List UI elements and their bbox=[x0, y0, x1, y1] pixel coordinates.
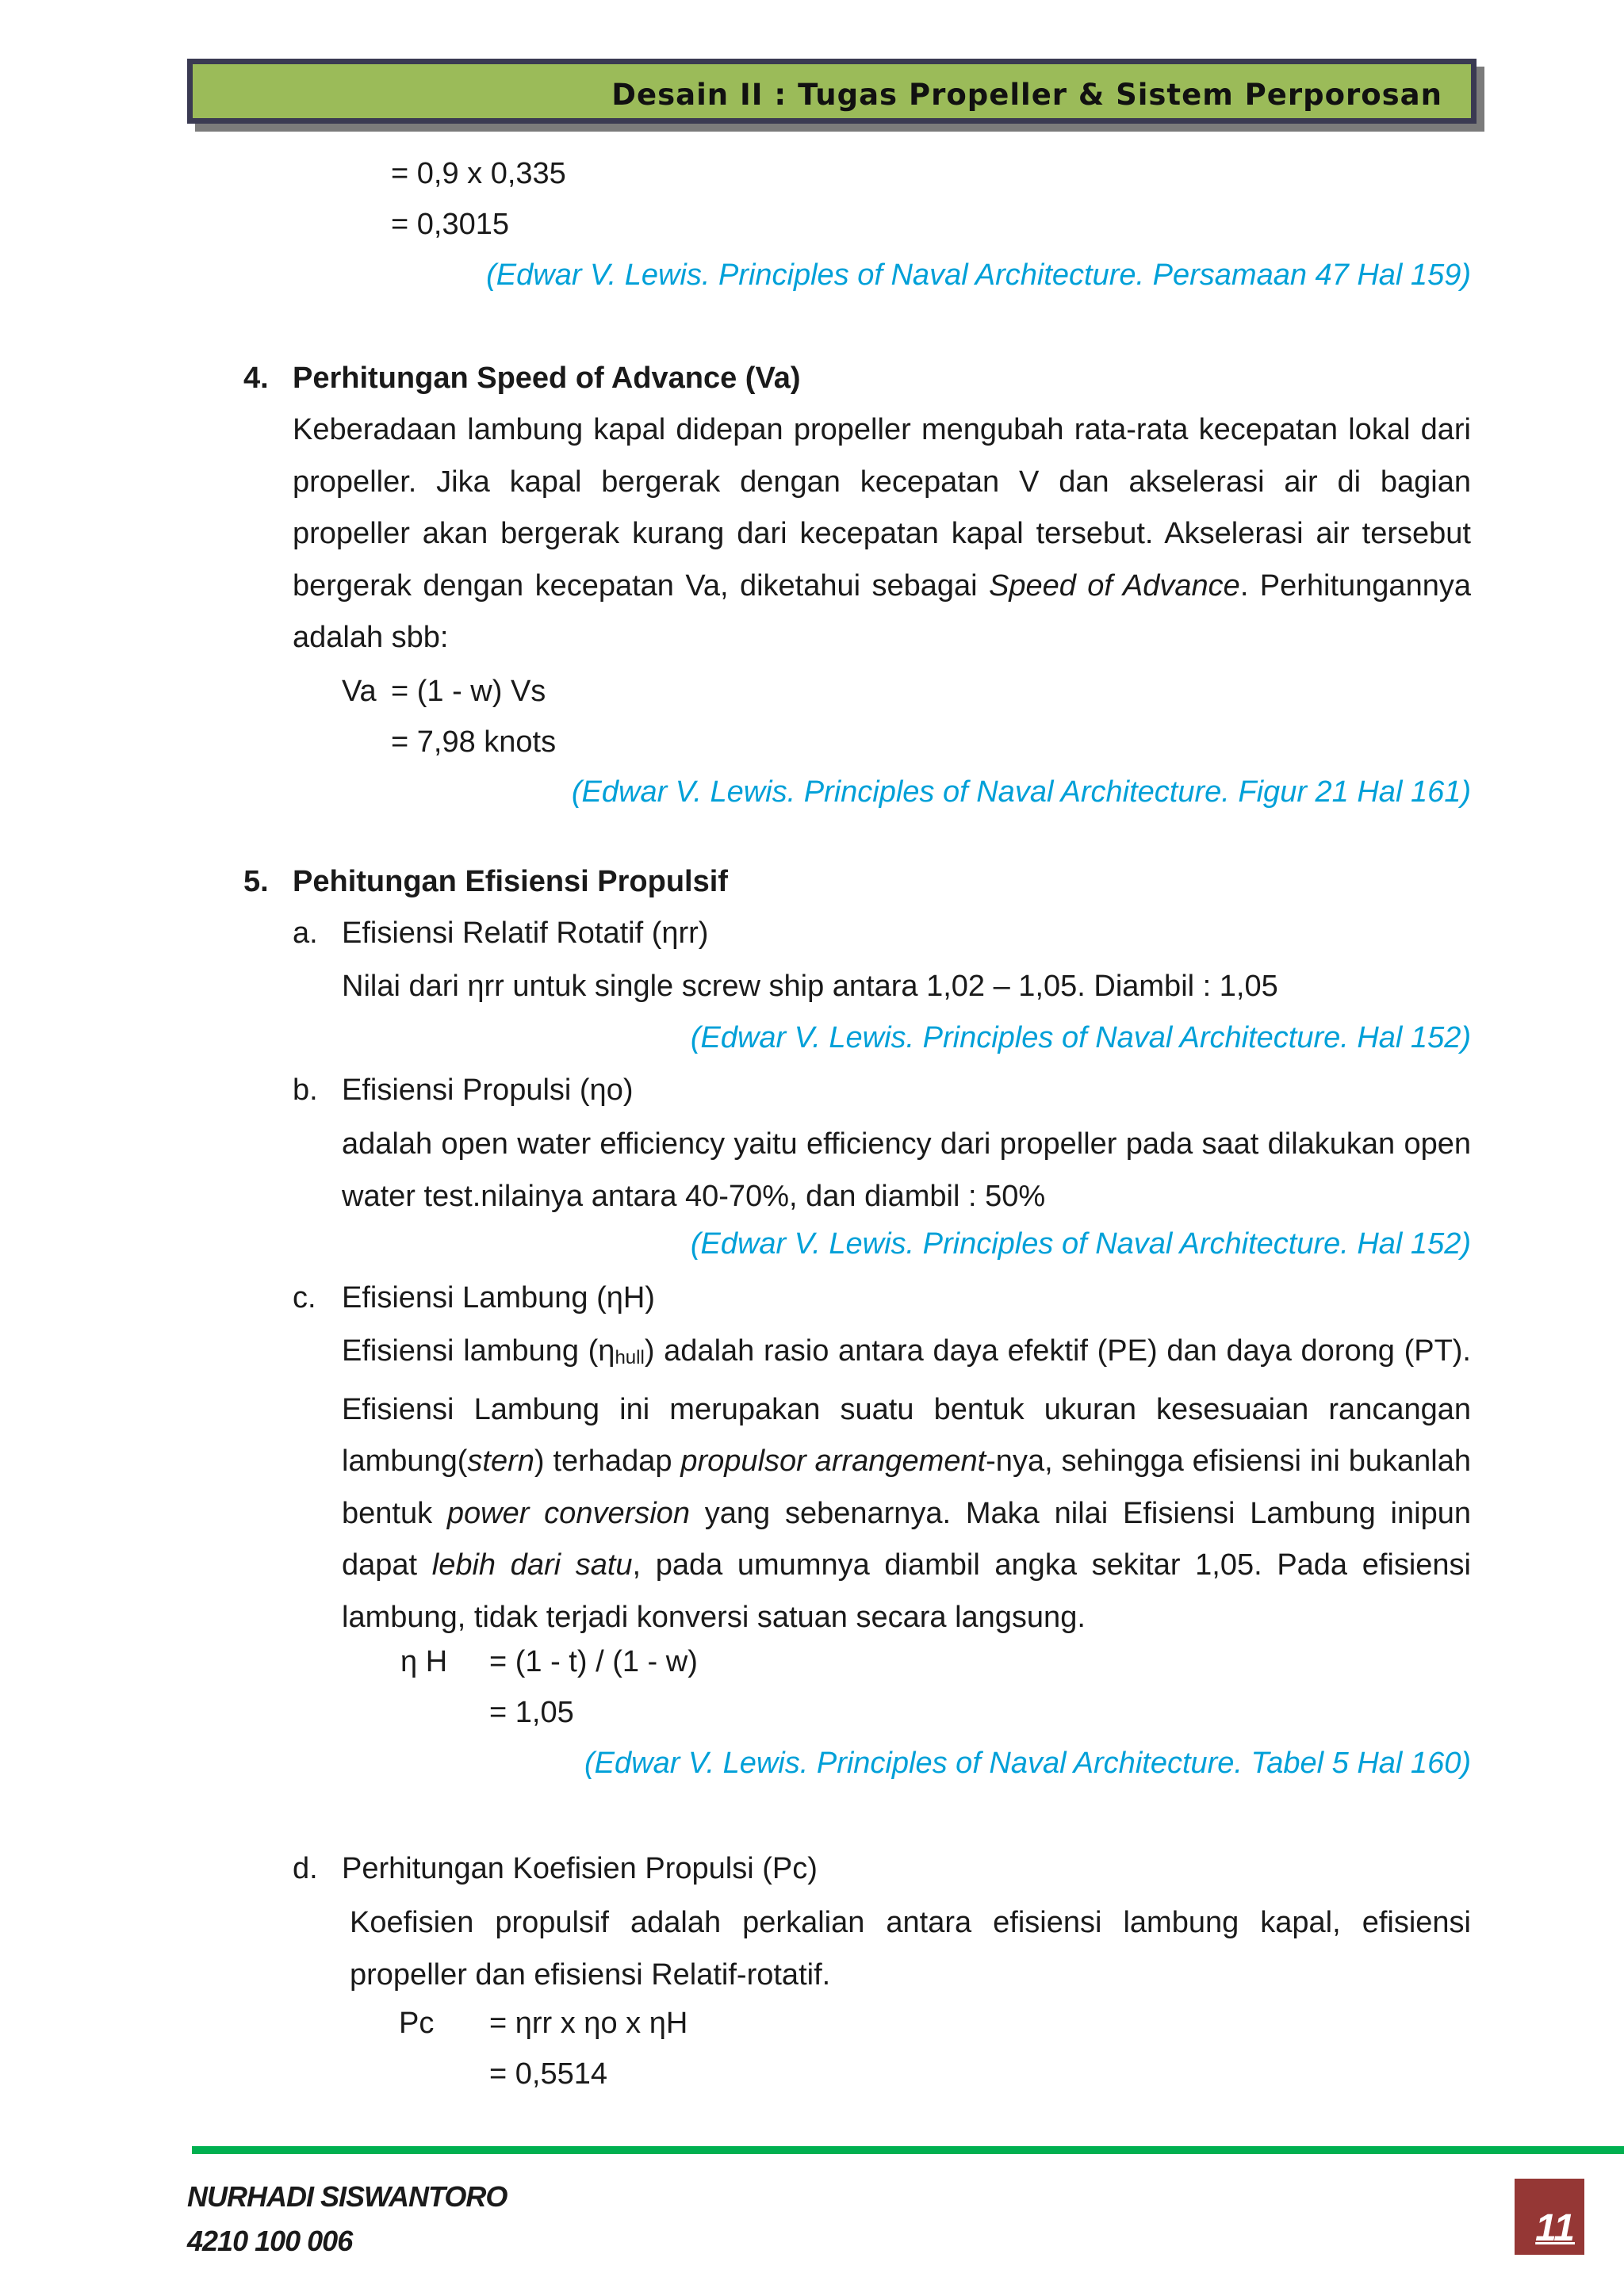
section-4-text-b: . Perhitungannya adalah sbb: bbox=[293, 568, 1471, 654]
eta-h-equation-2: = 1,05 bbox=[489, 1696, 574, 1729]
item-c-em-2: propulsor arrangement bbox=[680, 1445, 986, 1478]
item-a-reference: (Edwar V. Lewis. Principles of Naval Architecture. Hal 152) bbox=[690, 1021, 1471, 1054]
header-title: Desain II : Tugas Propeller & Sistem Perporosan bbox=[611, 78, 1442, 112]
page-number-box bbox=[1515, 2179, 1584, 2255]
item-b-reference: (Edwar V. Lewis. Principles of Naval Architecture. Hal 152) bbox=[690, 1227, 1471, 1261]
author-name: NURHADI SISWANTORO bbox=[187, 2180, 508, 2213]
footer-divider bbox=[192, 2146, 1624, 2154]
item-d-title: Perhitungan Koefisien Propulsi (Pc) bbox=[342, 1852, 818, 1885]
section-4-text-a: Keberadaan lambung kapal didepan propeller mengubah rata-rata kecepatan lokal dari propeller. Jika kapal bergerak dengan kecepatan V dan akselerasi air di bagian propeller akan bergerak kurang dari kecepatan kapal tersebut. Akselerasi air tersebut bergerak dengan kecepatan Va, diketahui sebagai bbox=[293, 413, 1471, 603]
item-c-paragraph bbox=[342, 1326, 1471, 1644]
eta-h-equation-1: = (1 - t) / (1 - w) bbox=[489, 1645, 698, 1678]
item-d-label: d. bbox=[293, 1852, 318, 1885]
item-c-em-1: stern bbox=[467, 1445, 534, 1478]
item-a-label: a. bbox=[293, 916, 318, 950]
item-c-text-2: ) adalah rasio antara daya efektif (PE) dan daya dorong (PT). Efisiensi Lambung ini merupakan suatu bentuk ukuran kesesuaian rancangan lambung( bbox=[342, 1334, 1471, 1478]
item-b-paragraph bbox=[342, 1119, 1471, 1223]
item-d-paragraph bbox=[350, 1897, 1471, 2001]
item-d-text: Koefisien propulsif adalah perkalian antara efisiensi lambung kapal, efisiensi propeller dan efisiensi Relatif-rotatif. bbox=[350, 1906, 1471, 1992]
top-equation-2: = 0,3015 bbox=[391, 208, 509, 241]
pc-equation-1: = ηrr x ηo x ηH bbox=[489, 2007, 688, 2040]
item-c-em-4: lebih dari satu bbox=[431, 1548, 633, 1582]
item-c-em-3: power conversion bbox=[446, 1496, 690, 1530]
item-c-text-4: -nya, sehingga efisiensi ini bukanlah bentuk bbox=[342, 1445, 1472, 1530]
item-c-subscript: hull bbox=[615, 1347, 645, 1368]
item-c-text-5: yang sebenarnya. Maka nilai Efisiensi Lambung inipun dapat bbox=[342, 1496, 1471, 1582]
item-c-text-3: ) terhadap bbox=[534, 1445, 681, 1478]
section-4-reference: (Edwar V. Lewis. Principles of Naval Architecture. Figur 21 Hal 161) bbox=[571, 775, 1471, 809]
item-c-text-1: Efisiensi lambung (η bbox=[342, 1334, 615, 1368]
item-c-label: c. bbox=[293, 1281, 316, 1314]
pc-equation-2: = 0,5514 bbox=[489, 2057, 607, 2091]
va-variable: Va bbox=[342, 675, 377, 708]
item-b-title: Efisiensi Propulsi (ηo) bbox=[342, 1073, 634, 1107]
section-5-title: Pehitungan Efisiensi Propulsif bbox=[293, 865, 728, 898]
item-c-title: Efisiensi Lambung (ηH) bbox=[342, 1281, 655, 1314]
section-4-title: Perhitungan Speed of Advance (Va) bbox=[293, 362, 801, 395]
item-a-title: Efisiensi Relatif Rotatif (ηrr) bbox=[342, 916, 709, 950]
top-equation-1: = 0,9 x 0,335 bbox=[391, 157, 566, 190]
section-4-text-em: Speed of Advance bbox=[988, 568, 1240, 603]
page-number: 11 bbox=[1535, 2207, 1575, 2249]
item-a-text: Nilai dari ηrr untuk single screw ship antara 1,02 – 1,05. Diambil : 1,05 bbox=[342, 970, 1278, 1003]
va-equation-1: = (1 - w) Vs bbox=[391, 675, 546, 708]
pc-variable: Pc bbox=[399, 2007, 435, 2040]
item-c-text-6: , pada umumnya diambil angka sekitar 1,05. Pada efisiensi lambung, tidak terjadi konversi satuan secara langsung. bbox=[342, 1548, 1471, 1634]
author-id: 4210 100 006 bbox=[187, 2225, 353, 2257]
va-equation-2: = 7,98 knots bbox=[391, 725, 557, 759]
section-4-number: 4. bbox=[243, 362, 269, 395]
section-4-paragraph bbox=[293, 404, 1471, 664]
page-header bbox=[187, 59, 1477, 124]
item-b-label: b. bbox=[293, 1073, 318, 1107]
item-c-reference: (Edwar V. Lewis. Principles of Naval Architecture. Tabel 5 Hal 160) bbox=[584, 1747, 1471, 1780]
item-b-text: adalah open water efficiency yaitu efficiency dari propeller pada saat dilakukan open water test.nilainya antara 40-70%, dan diambil : 50% bbox=[342, 1127, 1471, 1213]
section-5-number: 5. bbox=[243, 865, 269, 898]
top-reference: (Edwar V. Lewis. Principles of Naval Architecture. Persamaan 47 Hal 159) bbox=[486, 258, 1471, 292]
eta-h-variable: η H bbox=[400, 1645, 448, 1678]
